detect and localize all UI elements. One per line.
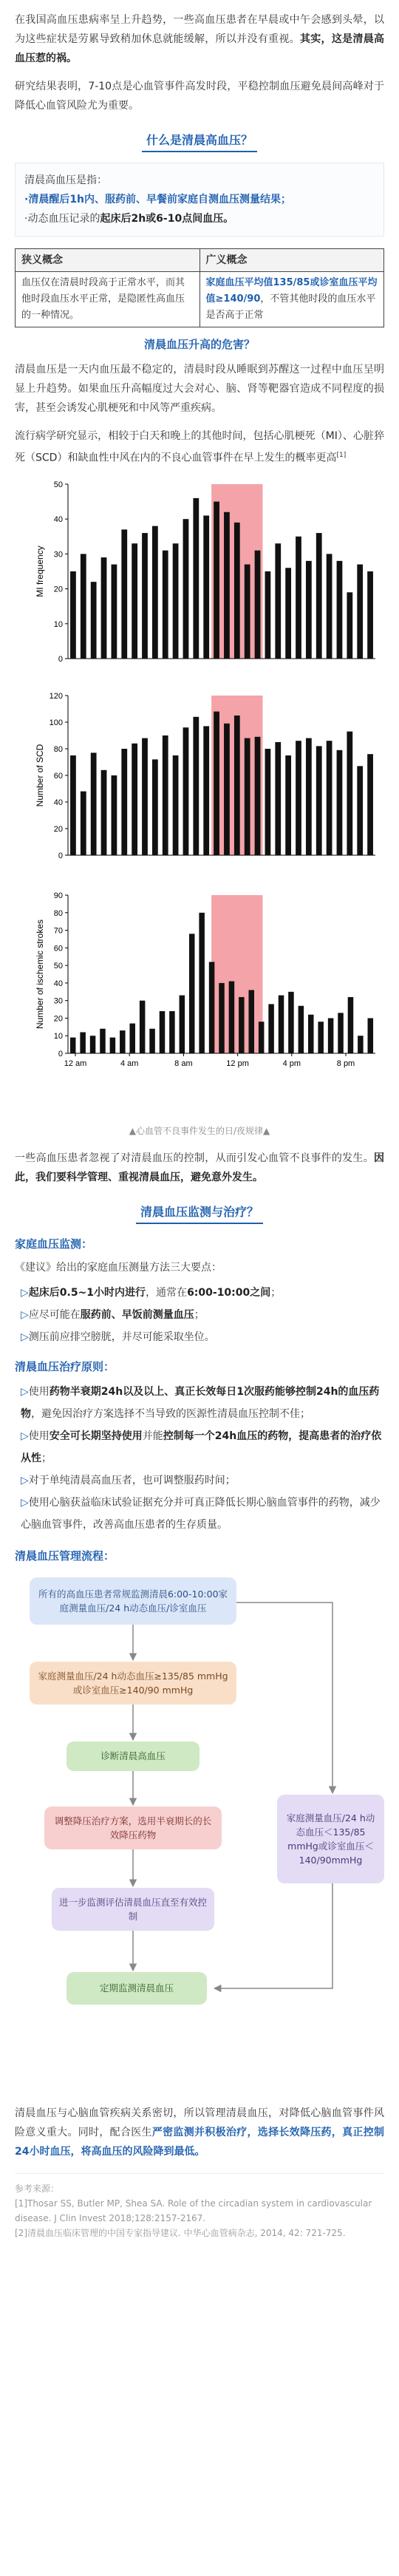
y-tick-label: 120 — [49, 691, 63, 701]
bar — [129, 1023, 135, 1053]
list-item-bold: 、真正长效每日1次服药能够控制24h的血压药物 — [21, 1385, 380, 1420]
y-tick-label: 60 — [53, 943, 63, 953]
bar — [132, 743, 137, 854]
bar — [80, 1032, 86, 1053]
intro-text: 在我国高血压患病率呈上升趋势，一些高血压患者在早晨或中午会感到头晕，以为这些症状是劳累导致稍加休息就能缓解，所以并没有重视。 — [15, 14, 384, 45]
after-chart-paragraph — [15, 1149, 384, 1187]
bar — [219, 983, 225, 1053]
bar — [306, 738, 312, 854]
reference-item: [1]Thosar SS, Butler MP, Shea SA. Role of the circadian system in cardiovascular disease. J Clin Invest 2018;128:2157-2167. — [15, 2198, 372, 2223]
intro-paragraph-1 — [15, 10, 384, 68]
y-axis-label: MI frequency — [35, 545, 45, 597]
bar — [308, 1014, 314, 1053]
bar — [81, 791, 86, 854]
bar — [214, 711, 219, 854]
list-item-text: 测压前应排空膀胱，并尽可能采取坐位。 — [28, 1331, 215, 1343]
bar — [193, 716, 199, 854]
bar — [180, 995, 185, 1053]
bar — [357, 564, 363, 658]
arrow-icon: ▷ — [21, 1385, 29, 1398]
section-harm-title: 清晨血压升高的危害？ — [143, 338, 255, 351]
bar — [259, 1022, 265, 1053]
bar — [173, 543, 179, 659]
y-tick-label: 40 — [53, 798, 63, 807]
x-tick-label: 12 am — [64, 1058, 87, 1068]
list-item-bold: 药物半衰期24h以及以上 — [49, 1385, 165, 1398]
bar — [101, 557, 107, 659]
bar — [367, 754, 373, 855]
bar — [163, 735, 168, 855]
list-item — [15, 1425, 384, 1469]
home-monitor-intro: 《建议》给出的家庭血压测量方法三大要点： — [15, 1261, 222, 1274]
bar — [70, 571, 76, 659]
bar — [152, 526, 158, 658]
home-monitor-title: 家庭血压监测： — [15, 1237, 93, 1251]
bar — [91, 582, 97, 659]
arrow-icon: ▷ — [21, 1331, 29, 1343]
bar — [160, 1011, 166, 1053]
bar — [245, 738, 250, 854]
treatment-list — [15, 1381, 384, 1536]
y-tick-label: 80 — [53, 908, 63, 918]
bar — [318, 1022, 324, 1053]
y-tick-label: 0 — [58, 851, 63, 860]
bar — [163, 550, 168, 658]
table-head-narrow: 狭义概念 — [16, 249, 200, 272]
arrow-icon: ▷ — [21, 1430, 29, 1442]
bar — [120, 1030, 126, 1053]
bar — [316, 533, 322, 659]
bar — [193, 498, 199, 659]
bar — [229, 981, 235, 1053]
y-tick-label: 60 — [53, 771, 63, 781]
bar — [358, 1036, 364, 1053]
bar — [214, 501, 219, 658]
bar — [140, 1000, 146, 1053]
bar — [279, 995, 284, 1053]
bar — [101, 769, 107, 854]
list-item-text: 并能 — [142, 1430, 163, 1442]
bar — [285, 568, 291, 659]
bar — [337, 750, 343, 854]
after-chart-emphasis: 因此，我们要科学管理、重视清晨血压，避免意外发生。 — [15, 1152, 384, 1183]
after-chart-text: 一些高血压患者忽视了对清晨血压的控制，从而引发心血管不良事件的发生。 — [15, 1152, 374, 1164]
bar — [275, 543, 281, 659]
flow-box-further-monitor: 进一步监测评估清晨血压直至有效控制 — [52, 1888, 214, 1931]
bar — [337, 560, 343, 658]
chart-caption: ▲心血管不良事件发生的日/夜规律▲ — [129, 1125, 270, 1136]
x-tick-label: 4 pm — [282, 1058, 301, 1068]
bar — [142, 533, 148, 659]
bar — [112, 775, 117, 855]
y-tick-label: 100 — [49, 718, 63, 727]
bar — [239, 997, 245, 1053]
bar — [338, 1013, 344, 1053]
x-tick-label: 12 pm — [226, 1058, 249, 1068]
final-paragraph — [15, 2104, 384, 2161]
bar — [327, 741, 332, 855]
bar — [70, 1037, 76, 1053]
references-title: 参考来源： — [15, 2183, 60, 2194]
flow-title: 清晨血压管理流程： — [15, 1549, 115, 1563]
treatment-title: 清晨血压治疗原则： — [15, 1359, 115, 1373]
list-item-text: ，避免因治疗方案选择不当导致的医源性清晨血压控制不佳； — [31, 1407, 310, 1420]
y-tick-label: 40 — [53, 514, 63, 524]
y-tick-label: 40 — [53, 979, 63, 988]
list-item-bold: 6:00-10:00之间 — [187, 1286, 271, 1299]
list-item-bold: 起床后0.5~1小时内进行 — [28, 1286, 146, 1299]
y-tick-label: 10 — [53, 619, 63, 629]
list-item — [15, 1492, 384, 1536]
list-item-text: ； — [41, 1452, 52, 1464]
chart-block — [15, 477, 384, 1119]
bar — [268, 1004, 274, 1053]
bar — [224, 723, 230, 854]
bar — [203, 515, 209, 659]
flow-box-monitor-all: 所有的高血压患者常规监测清晨6:00-10:00家庭测量血压/24 h动态血压/诊室血压 — [30, 1577, 236, 1625]
section-what-title: 什么是清晨高血压？ — [142, 132, 257, 152]
list-item-text: ，通常在 — [146, 1286, 188, 1299]
arrow-icon: ▷ — [21, 1286, 29, 1299]
table-cell-narrow: 血压仅在清晨时段高于正常水平，而其他时段血压水平正常，是隐匿性高血压的一种情况。 — [16, 272, 200, 327]
bar — [152, 759, 158, 855]
table-cell-broad-bold: 家庭血压平均值135/85或诊室血压平均值≥140/90 — [205, 277, 378, 305]
bar — [142, 738, 148, 854]
list-item — [15, 1326, 384, 1348]
flow-box-threshold-high: 家庭测量血压/24 h动态血压≥135/85 mmHg或诊室血压≥140/90 mmHg — [30, 1662, 236, 1705]
bar — [173, 755, 179, 855]
list-item — [15, 1469, 384, 1492]
bar — [234, 716, 240, 855]
bar — [347, 592, 352, 659]
reference-item: [2]清晨血压临床管理的中国专家指导建议. 中华心血管病杂志, 2014, 42: 721-725. — [15, 2227, 346, 2238]
y-tick-label: 30 — [53, 550, 63, 560]
bar — [328, 1018, 334, 1053]
y-tick-label: 10 — [53, 1031, 63, 1041]
y-axis-label: Number of ischemic strokes — [35, 919, 45, 1029]
y-tick-label: 0 — [58, 654, 63, 664]
harm-paragraph-1: 清晨血压是一天内血压最不稳定的，清晨时段从睡眠到苏醒这一过程中血压呈明显上升趋势。如果血压升高幅度过大会对心、脑、肾等靶器官造成不同程度的损害，甚至会诱发心肌梗死和中风等严重疾病。 — [15, 364, 384, 414]
bar — [296, 741, 301, 855]
bar — [299, 1005, 304, 1053]
y-tick-label: 20 — [53, 1014, 63, 1024]
definition-line-2-b: 起床后2h或6-10点间血压。 — [100, 213, 234, 225]
citation-1: [1] — [336, 452, 347, 459]
list-item-bold: 安全可长期坚持使用 — [49, 1430, 143, 1442]
flow-box-regular-monitor: 定期监测清晨血压 — [66, 1972, 207, 2005]
harm-paragraph-2 — [15, 426, 384, 468]
final-text: 清晨血压与心脑血管疾病关系密切，所以管理清晨血压，对降低心脑血管事件风险意义重大。同时，配合医生 — [15, 2107, 384, 2138]
concept-table — [15, 248, 384, 327]
bar — [169, 1011, 175, 1053]
x-tick-label: 8 am — [174, 1058, 193, 1068]
bar — [316, 746, 322, 855]
list-item-text: 对于单纯清晨高血压者，也可调整服药时间； — [28, 1474, 236, 1486]
x-tick-label: 8 pm — [336, 1058, 355, 1068]
bar — [249, 990, 255, 1053]
bar — [132, 543, 137, 659]
flow-box-adjust-therapy: 调整降压治疗方案，选用半衰期长的长效降压药物 — [44, 1807, 222, 1849]
y-axis-label: Number of SCD — [35, 744, 45, 807]
section-monitor-title: 清晨血压监测与治疗？ — [136, 1203, 263, 1224]
bar — [265, 749, 271, 855]
bar — [265, 571, 271, 659]
table-cell-broad — [200, 272, 384, 327]
list-item-text: 使用 — [28, 1430, 50, 1442]
harm-paragraph-2-text: 流行病学研究显示，相较于白天和晚上的其他时间，包括心肌梗死（MI）、心脏猝死（SCD）和缺血性中风在内的不良心血管事件在早上发生的概率更高 — [15, 430, 384, 464]
bar — [81, 554, 86, 659]
home-monitor-list — [15, 1282, 384, 1348]
bar — [288, 991, 294, 1053]
bar — [296, 536, 301, 658]
flow-arrow — [236, 1603, 332, 1793]
list-item-text: 应尽可能在 — [28, 1308, 81, 1321]
bar — [91, 752, 97, 855]
bar — [183, 727, 189, 855]
bar — [70, 755, 76, 855]
y-tick-label: 90 — [53, 891, 63, 900]
bar — [121, 529, 127, 659]
y-tick-label: 80 — [53, 744, 63, 754]
y-tick-label: 50 — [53, 961, 63, 971]
bar — [367, 571, 373, 659]
bar — [368, 1018, 374, 1053]
definition-intro: 清晨高血压是指： — [24, 174, 107, 186]
intro-paragraph-2: 研究结果表明，7-10点是心血管事件高发时段，平稳控制血压避免晨间高峰对于降低心血管风险尤为重要。 — [15, 81, 384, 112]
y-tick-label: 20 — [53, 824, 63, 834]
intro-emphasis: 其实，这是清晨高血压惹的祸。 — [15, 33, 385, 64]
y-tick-label: 30 — [53, 996, 63, 1006]
x-tick-label: 4 am — [120, 1058, 139, 1068]
bar — [357, 766, 363, 855]
bar — [112, 564, 117, 658]
definition-box — [15, 163, 384, 237]
list-item-text: ； — [194, 1308, 205, 1321]
list-item-text: ； — [270, 1286, 282, 1299]
bar — [100, 1028, 106, 1053]
table-cell-broad-rest: ，不管其他时段的血压水平是否高于正常 — [205, 293, 376, 321]
list-item — [15, 1304, 384, 1326]
flow-box-diagnose: 诊断清晨高血压 — [66, 1741, 200, 1771]
management-flowchart — [15, 1573, 384, 2090]
section-what-title-wrap — [15, 132, 384, 152]
bar — [347, 731, 352, 854]
list-item-bold: 服药前、早饭前测量血压 — [80, 1308, 194, 1321]
section-monitor-title-wrap — [15, 1203, 384, 1224]
arrow-icon: ▷ — [21, 1308, 29, 1321]
bar — [255, 736, 261, 854]
bar — [255, 550, 261, 658]
bar — [189, 934, 195, 1053]
bar — [285, 755, 291, 855]
references — [15, 2173, 384, 2240]
y-tick-label: 50 — [53, 480, 63, 489]
table-head-broad: 广义概念 — [200, 249, 384, 272]
bar — [203, 726, 209, 855]
list-item-text: 使用心脑获益临床试验证据充分并可真正降低长期心脑血管事件的药物，减少心脑血管事件，改善高血压患者的生存质量。 — [21, 1496, 381, 1531]
bar — [234, 523, 240, 659]
definition-line-2 — [24, 209, 375, 228]
bar — [209, 962, 215, 1053]
definition-line-2-a: ·动态血压记录的 — [24, 213, 100, 225]
list-item — [15, 1282, 384, 1304]
flow-arrow — [214, 1883, 332, 1988]
y-tick-label: 70 — [53, 926, 63, 936]
bar — [306, 560, 312, 658]
final-emphasis: 严密监测并积极治疗，选择长效降压药，真正控制24小时血压，将高血压的风险降到最低。 — [15, 2126, 385, 2158]
bar — [199, 912, 205, 1053]
arrow-icon: ▷ — [21, 1474, 29, 1486]
list-item-bold: 控制每一个24h血压的药物，提高患者的治疗依从性 — [21, 1430, 382, 1464]
list-item-text: 使用 — [28, 1385, 50, 1398]
flow-box-threshold-normal: 家庭测量血压/24 h动态血压＜135/85 mmHg或诊室血压＜140/90mmHg — [277, 1795, 384, 1883]
y-tick-label: 0 — [58, 1049, 63, 1058]
bar — [245, 564, 250, 658]
bar — [224, 512, 230, 658]
bar — [90, 1036, 96, 1053]
bar — [348, 997, 354, 1053]
definition-line-1: ·清晨醒后1h内、服药前、早餐前家庭自测血压测量结果； — [24, 194, 292, 205]
arrow-icon: ▷ — [21, 1496, 29, 1509]
bar — [327, 554, 332, 659]
bar — [121, 749, 127, 855]
y-tick-label: 20 — [53, 585, 63, 594]
bar — [183, 519, 189, 659]
bar — [149, 1028, 155, 1053]
list-item — [15, 1381, 384, 1425]
circadian-charts — [15, 477, 384, 1112]
bar — [275, 742, 281, 855]
bar — [110, 1037, 116, 1053]
